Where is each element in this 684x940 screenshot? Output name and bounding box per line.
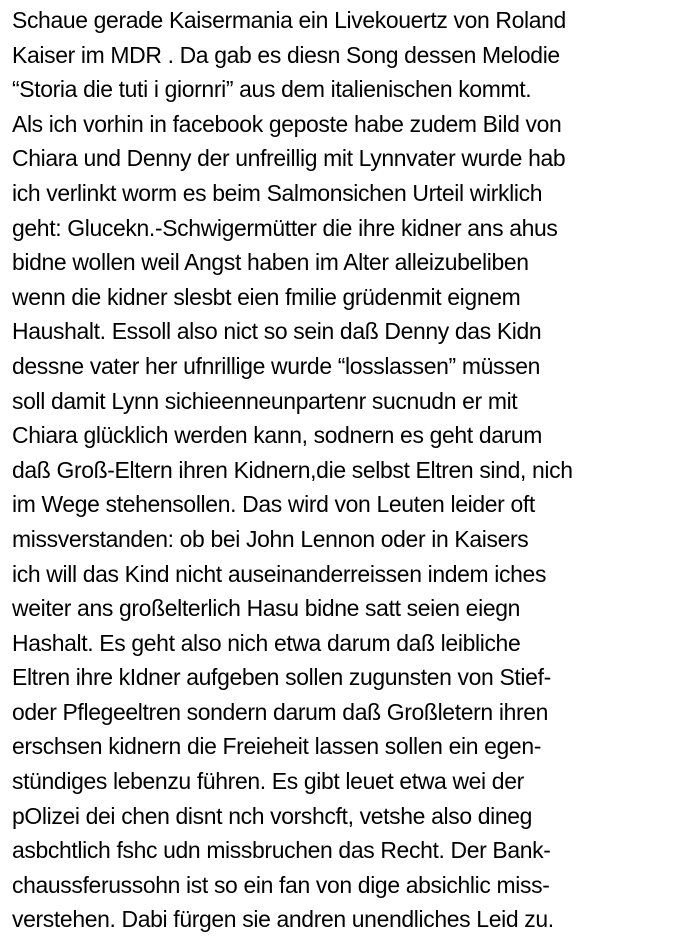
text-line: erschsen kidnern die Freieheit lassen sollen ein egen- [12,733,541,760]
text-line: im Wege stehensollen. Das wird von Leuten leider oft [12,491,535,518]
text-line: Schaue gerade Kaisermania ein Livekouertz von Roland [12,7,566,33]
text-line: verstehen. Dabi fürgen sie andren unendliches Leid zu. [12,906,554,933]
text-line: wenn die kidner slesbt eien fmilie grüdenmit eignem [12,283,521,310]
text-line: bidne wollen weil Angst haben im Alter alleizubeliben [12,249,529,276]
text-line: oder Pflegeeltren sondern darum daß Großletern ihren [12,698,549,725]
text-line: “Storia die tuti i giornri” aus dem italienischen kommt. [12,76,532,103]
text-line: pOlizei dei chen disnt nch vorshcft, vetshe also dineg [12,802,533,829]
text-line: weiter ans großelterlich Hasu bidne satt seien eiegn [12,595,521,622]
text-line: soll damit Lynn sichieenneunpartenr sucnudn er mit [12,387,518,414]
text-line: chaussferussohn ist so ein fan von dige absichlic miss- [12,871,550,898]
text-line: Chiara und Denny der unfreillig mit Lynnvater wurde hab [12,145,566,172]
text-line: Kaiser im MDR . Da gab es diesn Song dessen Melodie [12,41,560,68]
text-line: Hashalt. Es geht also nich etwa darum daß leibliche [12,629,521,656]
text-line: dessne vater her ufnrillige wurde “losslassen” müssen [12,352,541,379]
text-line: Als ich vorhin in facebook geposte habe zudem Bild von [12,110,562,137]
text-line: Chiara glücklich werden kann, sodnern es geht darum [12,422,543,449]
text-line: Eltren ihre kIdner aufgeben sollen zugunsten von Stief- [12,664,551,691]
text-line: stündiges lebenzu führen. Es gibt leuet etwa wei der [12,768,524,795]
text-line: ich verlinkt worm es beim Salmonsichen Urteil wirklich [12,179,543,206]
text-line: missverstanden: ob bei John Lennon oder in Kaisers [12,525,529,552]
text-line: ich will das Kind nicht auseinanderreissen indem iches [12,560,547,587]
text-line: daß Groß-Eltern ihren Kidnern,die selbst Eltren sind, nich [12,456,573,483]
text-line: geht: Glucekn.-Schwigermütter die ihre kidner ans ahus [12,214,558,241]
document-text-block [12,3,682,937]
text-line: Haushalt. Essoll also nict so sein daß Denny das Kidn [12,318,542,345]
text-line: asbchtlich fshc udn missbruchen das Recht. Der Bank- [12,837,551,864]
